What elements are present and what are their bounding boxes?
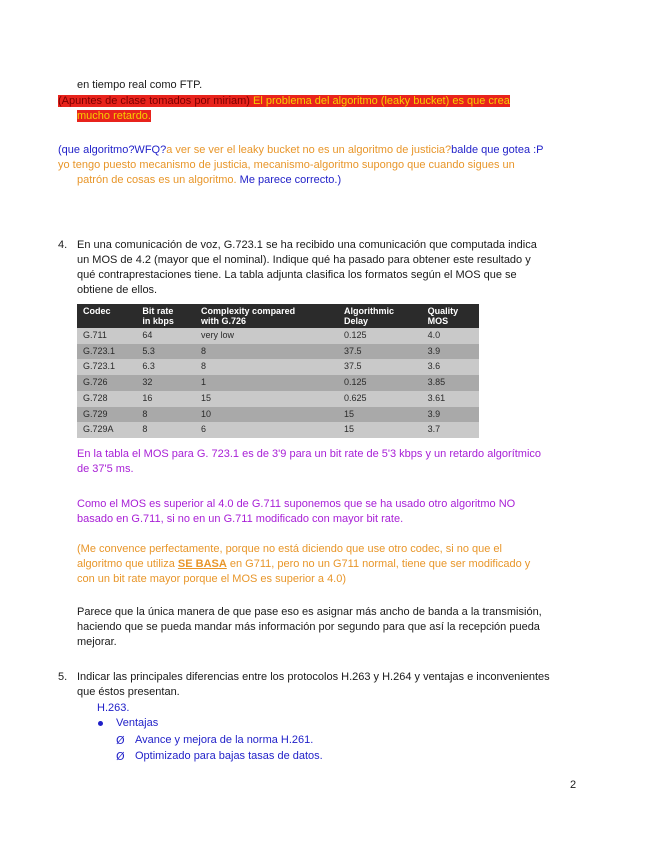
table-row: G.711 64 very low 0.125 4.0	[77, 328, 479, 344]
bullet-dot-icon	[98, 721, 103, 726]
discussion-line-2: yo tengo puesto mecanismo de justicia, mecanismo-algoritmo supongo que cuando sigues un	[58, 159, 515, 171]
arrow-bullet-icon: Ø	[116, 750, 125, 763]
discussion-joke: balde que gotea :P	[451, 144, 544, 156]
prev-text-line: en tiempo real como FTP.	[77, 79, 203, 91]
answer-p3-line-3: con un bit rate mayor porque el MOS es superior a 4.0)	[77, 573, 347, 585]
class-notes-text-1: El problema del algoritmo (leaky bucket) es que crea	[249, 95, 510, 107]
list-item: Optimizado para bajas tasas de datos.	[135, 750, 323, 762]
table-header-complexity: Complexity compared with G.726	[195, 304, 338, 328]
class-notes-label: (Apuntes de clase tomados por miriam)	[58, 95, 250, 107]
page-number: 2	[570, 779, 577, 791]
discussion-line-3-orange: patrón de cosas es un algoritmo.	[77, 174, 240, 186]
question-4-line-4: obtiene de ellos.	[77, 284, 158, 296]
answer-p2-line-1: Como el MOS es superior al 4.0 de G.711 suponemos que se ha usado otro algoritmo NO	[77, 498, 516, 510]
discussion-line-1	[58, 143, 544, 158]
table-row: G.729 8 10 15 3.9	[77, 407, 479, 423]
ventajas-label: Ventajas	[116, 717, 159, 729]
answer-p4-line-1: Parece que la única manera de que pase eso es asignar más ancho de banda a la transmisión,	[77, 606, 542, 618]
answer-p2-line-2: basado en G.711, si no en un G.711 modificado con mayor bit rate.	[77, 513, 404, 525]
arrow-bullet-icon: Ø	[116, 734, 125, 747]
class-notes-line-1	[58, 94, 510, 109]
question-4-line-3: qué contraprestaciones tiene. La tabla adjunta clasifica los formatos según el MOS que se	[77, 269, 517, 281]
table-row: G.728 16 15 0.625 3.61	[77, 391, 479, 407]
question-5-line-1: Indicar las principales diferencias entre los protocolos H.263 y H.264 y ventajas e inconvenientes	[77, 671, 550, 683]
question-5-line-2: que éstos presentan.	[77, 686, 180, 698]
subheading-h263: H.263.	[97, 702, 130, 714]
question-4-line-1: En una comunicación de voz, G.723.1 se ha recibido una comunicación que computada indica	[77, 239, 537, 251]
question-number: 4.	[58, 239, 68, 251]
discussion-question: (que algoritmo?WFQ?	[58, 144, 167, 156]
table-header-mos: Quality MOS	[422, 304, 479, 328]
class-notes-text-2: mucho retardo.	[77, 110, 151, 122]
table-header-bitrate: Bit rate in kbps	[136, 304, 195, 328]
answer-p1-line-1: En la tabla el MOS para G. 723.1 es de 3'9 para un bit rate de 5'3 kbps y un retardo algorítmico	[77, 448, 542, 460]
discussion-reply: a ver se ver el leaky bucket no es un algoritmo de justicia?	[166, 144, 452, 156]
table-row: G.723.1 5.3 8 37.5 3.9	[77, 344, 479, 360]
class-notes-line-2	[77, 109, 151, 124]
discussion-line-3-blue: Me parece correcto.)	[239, 174, 342, 186]
codec-mos-table	[77, 304, 479, 438]
answer-p4-line-3: mejorar.	[77, 636, 117, 648]
table-row: G.726 32 1 0.125 3.85	[77, 375, 479, 391]
question-4-line-2: un MOS de 4.2 (mayor que el nominal). Indique qué ha pasado para obtener este resultado y	[77, 254, 531, 266]
table-row: G.723.1 6.3 8 37.5 3.6	[77, 359, 479, 375]
table-header-codec: Codec	[77, 304, 136, 328]
table-row: G.729A 8 6 15 3.7	[77, 422, 479, 438]
answer-p3-line-2: algoritmo que utiliza SE BASA en G711, pero no un G711 normal, tiene que ser modificado y	[77, 558, 531, 570]
answer-p3-line-1: (Me convence perfectamente, porque no está diciendo que use otro codec, si no que el	[77, 543, 502, 555]
list-item: Avance y mejora de la norma H.261.	[135, 734, 314, 746]
discussion-line-3	[77, 173, 341, 188]
table-header-delay: Algorithmic Delay	[338, 304, 422, 328]
answer-p1-line-2: de 37'5 ms.	[77, 463, 134, 475]
question-number: 5.	[58, 671, 68, 683]
emphasis-se-basa: SE BASA	[177, 558, 227, 570]
table-header-row	[77, 304, 479, 328]
answer-p4-line-2: haciendo que se pueda mandar más información por segundo para que así la recepción pueda	[77, 621, 540, 633]
